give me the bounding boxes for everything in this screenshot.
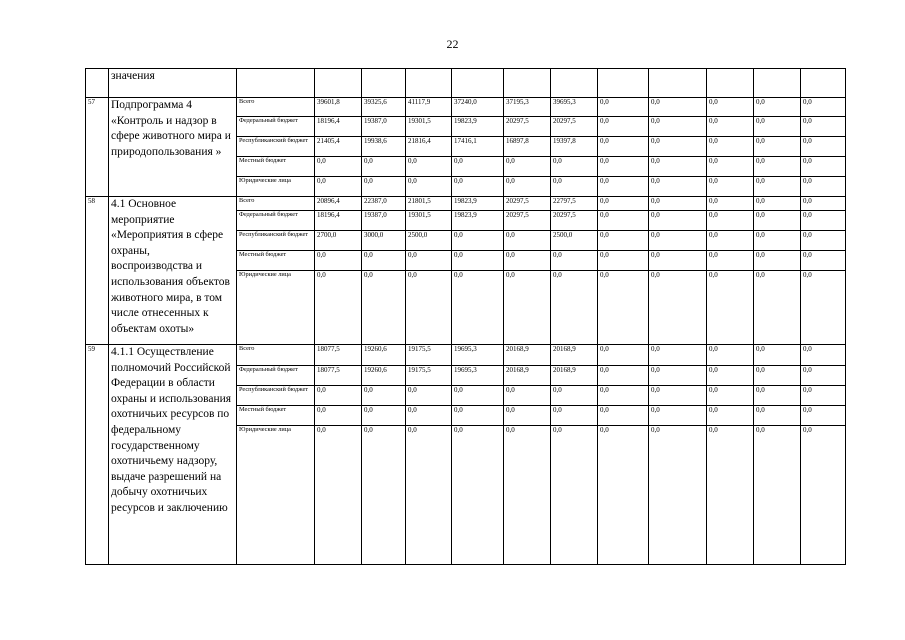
value-cell: 37240,0 <box>452 98 504 117</box>
value-cell: 0,0 <box>801 345 846 366</box>
value-cell: 0,0 <box>504 251 551 271</box>
value-cell: 41117,9 <box>406 98 452 117</box>
value-cell: 0,0 <box>504 426 551 565</box>
value-cell: 0,0 <box>452 386 504 406</box>
value-cell: 20168,9 <box>551 366 598 386</box>
value-cell: 0,0 <box>754 406 801 426</box>
value-cell: 19938,6 <box>362 137 406 157</box>
funding-source: Всего <box>237 98 315 117</box>
value-cell: 19823,9 <box>452 211 504 231</box>
value-cell: 0,0 <box>801 406 846 426</box>
value-cell: 0,0 <box>598 251 649 271</box>
row-number <box>86 69 109 98</box>
value-cell: 0,0 <box>406 406 452 426</box>
value-cell: 0,0 <box>707 251 754 271</box>
value-cell: 39695,3 <box>551 98 598 117</box>
value-cell: 0,0 <box>406 251 452 271</box>
value-cell: 19387,0 <box>362 211 406 231</box>
table-row <box>86 197 846 211</box>
value-cell: 0,0 <box>649 197 707 211</box>
value-cell: 0,0 <box>801 197 846 211</box>
funding-source: Федеральный бюджет <box>237 211 315 231</box>
value-cell: 19695,3 <box>452 366 504 386</box>
value-cell: 0,0 <box>598 386 649 406</box>
value-cell: 18196,4 <box>315 117 362 137</box>
value-cell: 0,0 <box>801 271 846 345</box>
value-cell: 0,0 <box>504 386 551 406</box>
value-cell: 0,0 <box>801 117 846 137</box>
value-cell: 0,0 <box>598 98 649 117</box>
table-row <box>86 98 846 117</box>
value-cell: 20168,9 <box>504 345 551 366</box>
value-cell: 0,0 <box>362 426 406 565</box>
value-cell: 0,0 <box>598 211 649 231</box>
funding-source: Всего <box>237 197 315 211</box>
value-cell: 0,0 <box>707 98 754 117</box>
value-cell: 0,0 <box>707 426 754 565</box>
value-cell: 0,0 <box>649 137 707 157</box>
value-cell: 0,0 <box>754 426 801 565</box>
value-cell: 0,0 <box>649 231 707 251</box>
value-cell: 0,0 <box>315 177 362 197</box>
continued-row <box>86 69 846 98</box>
funding-source: Юридические лица <box>237 177 315 197</box>
value-cell: 0,0 <box>801 386 846 406</box>
value-cell: 0,0 <box>598 137 649 157</box>
value-cell: 0,0 <box>362 251 406 271</box>
value-cell: 21801,5 <box>406 197 452 211</box>
value-cell: 0,0 <box>649 426 707 565</box>
row-name: значения <box>109 69 237 98</box>
value-cell: 19175,5 <box>406 345 452 366</box>
value-cell: 0,0 <box>754 386 801 406</box>
value-cell: 0,0 <box>406 271 452 345</box>
value-cell: 2700,0 <box>315 231 362 251</box>
value-cell: 0,0 <box>504 157 551 177</box>
value-cell: 0,0 <box>598 345 649 366</box>
value-cell: 18077,5 <box>315 366 362 386</box>
value-cell: 0,0 <box>801 177 846 197</box>
value-cell: 21405,4 <box>315 137 362 157</box>
value-cell: 0,0 <box>452 426 504 565</box>
value-cell: 0,0 <box>504 271 551 345</box>
funding-source: Республиканский бюджет <box>237 386 315 406</box>
value-cell: 0,0 <box>452 177 504 197</box>
value-cell: 0,0 <box>649 157 707 177</box>
value-cell: 0,0 <box>649 386 707 406</box>
value-cell: 17416,1 <box>452 137 504 157</box>
value-cell: 0,0 <box>315 271 362 345</box>
value-cell: 0,0 <box>598 271 649 345</box>
value-cell: 0,0 <box>362 157 406 177</box>
budget-table <box>85 68 846 565</box>
value-cell: 0,0 <box>707 366 754 386</box>
value-cell: 0,0 <box>504 177 551 197</box>
value-cell: 0,0 <box>598 366 649 386</box>
value-cell: 0,0 <box>452 231 504 251</box>
value-cell: 0,0 <box>551 271 598 345</box>
row-number: 59 <box>86 345 109 565</box>
value-cell: 0,0 <box>649 251 707 271</box>
value-cell: 20297,5 <box>504 117 551 137</box>
value-cell: 19301,5 <box>406 211 452 231</box>
value-cell: 19823,9 <box>452 117 504 137</box>
value-cell: 0,0 <box>707 177 754 197</box>
value-cell: 0,0 <box>551 426 598 565</box>
funding-source: Федеральный бюджет <box>237 117 315 137</box>
value-cell: 0,0 <box>801 98 846 117</box>
value-cell: 0,0 <box>707 211 754 231</box>
value-cell: 0,0 <box>362 406 406 426</box>
value-cell: 0,0 <box>406 426 452 565</box>
funding-source: Местный бюджет <box>237 157 315 177</box>
value-cell: 0,0 <box>649 406 707 426</box>
value-cell: 0,0 <box>754 98 801 117</box>
value-cell: 20168,9 <box>504 366 551 386</box>
value-cell: 0,0 <box>551 157 598 177</box>
table-row <box>86 345 846 366</box>
value-cell: 0,0 <box>801 137 846 157</box>
value-cell: 0,0 <box>754 211 801 231</box>
value-cell: 0,0 <box>406 386 452 406</box>
value-cell: 0,0 <box>315 251 362 271</box>
funding-source: Федеральный бюджет <box>237 366 315 386</box>
value-cell: 37195,3 <box>504 98 551 117</box>
value-cell: 0,0 <box>598 426 649 565</box>
row-name: Подпрограмма 4 «Контроль и надзор в сфере животного мира и природопользования » <box>109 98 237 197</box>
value-cell: 0,0 <box>406 177 452 197</box>
value-cell: 0,0 <box>452 157 504 177</box>
value-cell: 19301,5 <box>406 117 452 137</box>
value-cell: 0,0 <box>707 345 754 366</box>
value-cell: 20297,5 <box>551 117 598 137</box>
value-cell: 0,0 <box>504 231 551 251</box>
value-cell: 20297,5 <box>504 197 551 211</box>
value-cell: 0,0 <box>649 98 707 117</box>
funding-source: Местный бюджет <box>237 406 315 426</box>
value-cell: 0,0 <box>452 271 504 345</box>
value-cell: 0,0 <box>362 177 406 197</box>
value-cell: 2500,0 <box>406 231 452 251</box>
value-cell: 0,0 <box>754 157 801 177</box>
value-cell: 0,0 <box>707 197 754 211</box>
funding-source: Местный бюджет <box>237 251 315 271</box>
value-cell: 39601,8 <box>315 98 362 117</box>
value-cell: 20168,9 <box>551 345 598 366</box>
value-cell: 0,0 <box>598 157 649 177</box>
value-cell: 0,0 <box>598 406 649 426</box>
value-cell: 0,0 <box>452 251 504 271</box>
value-cell: 0,0 <box>649 345 707 366</box>
value-cell: 39325,6 <box>362 98 406 117</box>
value-cell: 0,0 <box>754 271 801 345</box>
row-number: 58 <box>86 197 109 345</box>
value-cell: 0,0 <box>315 426 362 565</box>
value-cell: 0,0 <box>551 406 598 426</box>
value-cell: 0,0 <box>754 117 801 137</box>
value-cell: 0,0 <box>754 366 801 386</box>
value-cell: 19387,0 <box>362 117 406 137</box>
value-cell: 3000,0 <box>362 231 406 251</box>
funding-source: Республиканский бюджет <box>237 231 315 251</box>
value-cell: 0,0 <box>649 177 707 197</box>
value-cell: 0,0 <box>504 406 551 426</box>
value-cell: 19260,6 <box>362 366 406 386</box>
value-cell: 0,0 <box>801 366 846 386</box>
value-cell: 22797,5 <box>551 197 598 211</box>
page-number: 22 <box>446 37 459 51</box>
value-cell: 19175,5 <box>406 366 452 386</box>
value-cell: 0,0 <box>551 386 598 406</box>
row-name: 4.1.1 Осуществление полномочий Российской Федерации в области охраны и использования охотничьих ресурсов по федеральному государственному охотничьему надзору, выдаче разрешений на добычу охотничьих ресурсов и заключению <box>109 345 237 565</box>
value-cell: 0,0 <box>707 271 754 345</box>
value-cell: 0,0 <box>801 211 846 231</box>
value-cell: 0,0 <box>362 271 406 345</box>
value-cell: 2500,0 <box>551 231 598 251</box>
value-cell: 0,0 <box>707 406 754 426</box>
value-cell: 0,0 <box>801 231 846 251</box>
funding-source: Республиканский бюджет <box>237 137 315 157</box>
value-cell: 0,0 <box>649 117 707 137</box>
row-number: 57 <box>86 98 109 197</box>
value-cell: 0,0 <box>362 386 406 406</box>
value-cell: 18196,4 <box>315 211 362 231</box>
funding-source: Юридические лица <box>237 426 315 565</box>
value-cell: 0,0 <box>649 211 707 231</box>
value-cell: 0,0 <box>754 137 801 157</box>
value-cell: 0,0 <box>452 406 504 426</box>
value-cell: 0,0 <box>707 117 754 137</box>
value-cell: 20297,5 <box>504 211 551 231</box>
value-cell: 0,0 <box>754 231 801 251</box>
value-cell: 0,0 <box>315 386 362 406</box>
value-cell: 20297,5 <box>551 211 598 231</box>
value-cell: 0,0 <box>754 197 801 211</box>
value-cell: 19823,9 <box>452 197 504 211</box>
value-cell: 19695,3 <box>452 345 504 366</box>
value-cell: 0,0 <box>801 251 846 271</box>
row-name: 4.1 Основное мероприятие «Мероприятия в сфере охраны, воспроизводства и использования объектов животного мира, в том числе отнесенных к объектам охоты» <box>109 197 237 345</box>
value-cell: 0,0 <box>315 406 362 426</box>
value-cell: 0,0 <box>707 231 754 251</box>
value-cell: 0,0 <box>551 251 598 271</box>
value-cell: 16897,8 <box>504 137 551 157</box>
value-cell: 0,0 <box>598 197 649 211</box>
value-cell: 0,0 <box>754 345 801 366</box>
value-cell: 19260,6 <box>362 345 406 366</box>
value-cell: 0,0 <box>707 386 754 406</box>
value-cell: 0,0 <box>707 157 754 177</box>
value-cell: 0,0 <box>801 157 846 177</box>
value-cell: 0,0 <box>598 231 649 251</box>
value-cell: 19397,8 <box>551 137 598 157</box>
value-cell: 0,0 <box>406 157 452 177</box>
value-cell: 0,0 <box>707 137 754 157</box>
funding-source: Юридические лица <box>237 271 315 345</box>
value-cell: 0,0 <box>598 117 649 137</box>
value-cell: 0,0 <box>649 271 707 345</box>
value-cell: 0,0 <box>551 177 598 197</box>
value-cell: 0,0 <box>801 426 846 565</box>
value-cell: 0,0 <box>754 177 801 197</box>
value-cell: 0,0 <box>598 177 649 197</box>
value-cell: 21816,4 <box>406 137 452 157</box>
value-cell: 22387,0 <box>362 197 406 211</box>
value-cell: 0,0 <box>649 366 707 386</box>
value-cell: 0,0 <box>754 251 801 271</box>
value-cell: 18077,5 <box>315 345 362 366</box>
value-cell: 20896,4 <box>315 197 362 211</box>
funding-source: Всего <box>237 345 315 366</box>
value-cell: 0,0 <box>315 157 362 177</box>
